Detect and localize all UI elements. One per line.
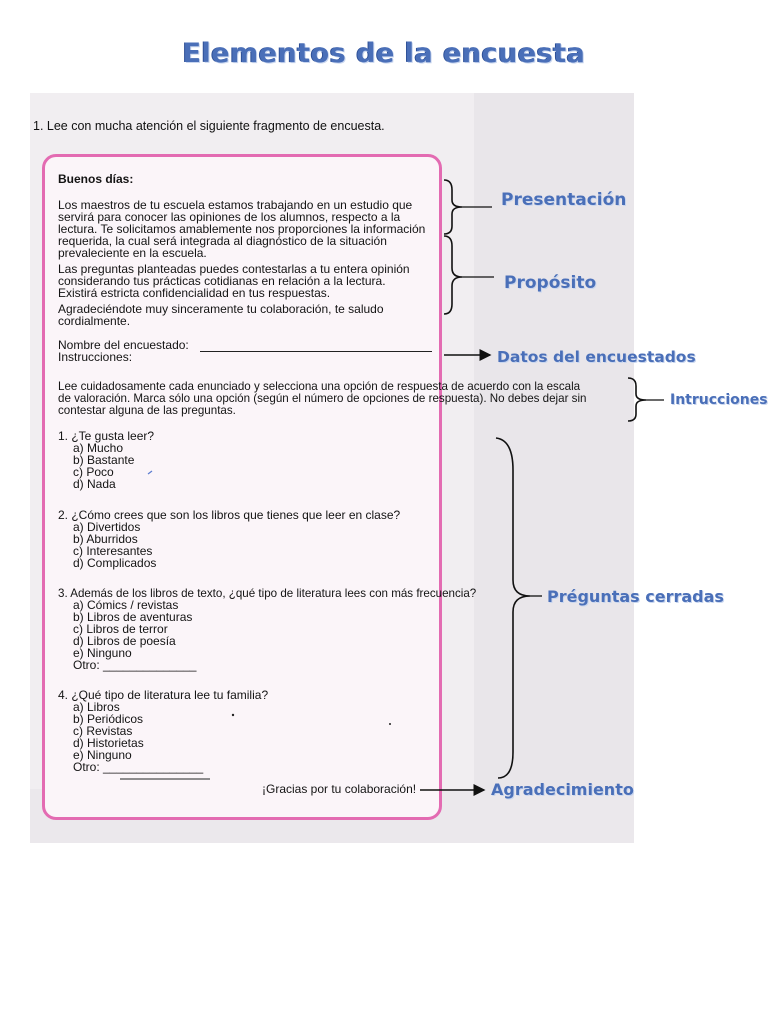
- option-text: a) Divertidos: [73, 520, 141, 534]
- exercise-instruction: 1. Lee con mucha atención el siguiente fragmento de encuesta.: [33, 119, 385, 133]
- option-text: Otro: ______________: [73, 658, 197, 672]
- instructions-label: Instrucciones:: [58, 350, 133, 364]
- bracket-presentation: [444, 180, 462, 234]
- option-text: d) Nada: [73, 477, 116, 491]
- option-text: c) Revistas: [73, 724, 133, 738]
- option-text: a) Mucho: [73, 441, 124, 455]
- purpose-line: Existirá estricta confidencialidad en tus respuestas.: [58, 286, 331, 300]
- label-respondent-data: Datos del encuestados: [497, 348, 696, 366]
- label-thanks: Agradecimiento: [491, 780, 634, 799]
- survey-greeting: Buenos días:: [58, 172, 134, 186]
- question-text: 1. ¿Te gusta leer?: [58, 429, 155, 443]
- purpose-line: considerando tus prácticas cotidianas en relación a la lectura.: [58, 274, 386, 288]
- option-text: d) Complicados: [73, 556, 157, 570]
- presentation-line: requerida, la cual será integrada al diagnóstico de la situación: [58, 234, 387, 248]
- bracket-purpose: [444, 236, 462, 314]
- label-instructions: Intrucciones: [670, 392, 768, 408]
- thanks-text: ¡Gracias por tu colaboración!: [262, 782, 417, 796]
- label-presentation: Presentación: [501, 190, 627, 210]
- option-text: c) Poco: [73, 465, 114, 479]
- respondent-name-label: Nombre del encuestado:: [58, 338, 189, 352]
- presentation-line: Los maestros de tu escuela estamos trabajando en un estudio que: [58, 198, 413, 212]
- option-text: a) Cómics / revistas: [73, 598, 179, 612]
- option-text: b) Periódicos: [73, 712, 144, 726]
- presentation-line: lectura. Te solicitamos amablemente nos proporciones la información: [58, 222, 426, 236]
- option-text: d) Libros de poesía: [73, 634, 176, 648]
- option-text: c) Interesantes: [73, 544, 153, 558]
- purpose-line: cordialmente.: [58, 314, 131, 328]
- bracket-instructions: [628, 378, 646, 421]
- option-text: b) Libros de aventuras: [73, 610, 193, 624]
- label-closed-questions: Préguntas cerradas: [547, 587, 724, 606]
- option-text: Otro: _______________: [73, 760, 204, 774]
- option-text: e) Ninguno: [73, 748, 132, 762]
- question-text: 2. ¿Cómo crees que son los libros que tienes que leer en clase?: [58, 508, 401, 522]
- purpose-line: Agradeciéndote muy sinceramente tu colaboración, te saludo: [58, 302, 384, 316]
- option-text: b) Bastante: [73, 453, 135, 467]
- option-text: e) Ninguno: [73, 646, 132, 660]
- page-title: Elementos de la encuesta: [182, 38, 586, 69]
- bracket-closed-questions: [496, 438, 530, 778]
- question-text: 3. Además de los libros de texto, ¿qué tipo de literatura lees con más frecuencia?: [58, 587, 477, 600]
- question-text: 4. ¿Qué tipo de literatura lee tu familia?: [58, 688, 269, 702]
- instructions-line: Lee cuidadosamente cada enunciado y selecciona una opción de respuesta de acuerdo con la escala: [58, 380, 581, 393]
- option-text: d) Historietas: [73, 736, 144, 750]
- option-text: c) Libros de terror: [73, 622, 168, 636]
- option-text: a) Libros: [73, 700, 120, 714]
- instructions-line: de valoración. Marca sólo una opción (según el número de opciones de respuesta). No debes dejar sin: [58, 392, 587, 405]
- presentation-line: prevaleciente en la escuela.: [58, 246, 207, 260]
- presentation-line: servirá para conocer las opiniones de los alumnos, respecto a la: [58, 210, 401, 224]
- purpose-line: Las preguntas planteadas puedes contestarlas a tu entera opinión: [58, 262, 410, 276]
- instructions-line: contestar alguna de las preguntas.: [58, 404, 236, 417]
- label-purpose: Propósito: [504, 273, 597, 293]
- option-text: b) Aburridos: [73, 532, 138, 546]
